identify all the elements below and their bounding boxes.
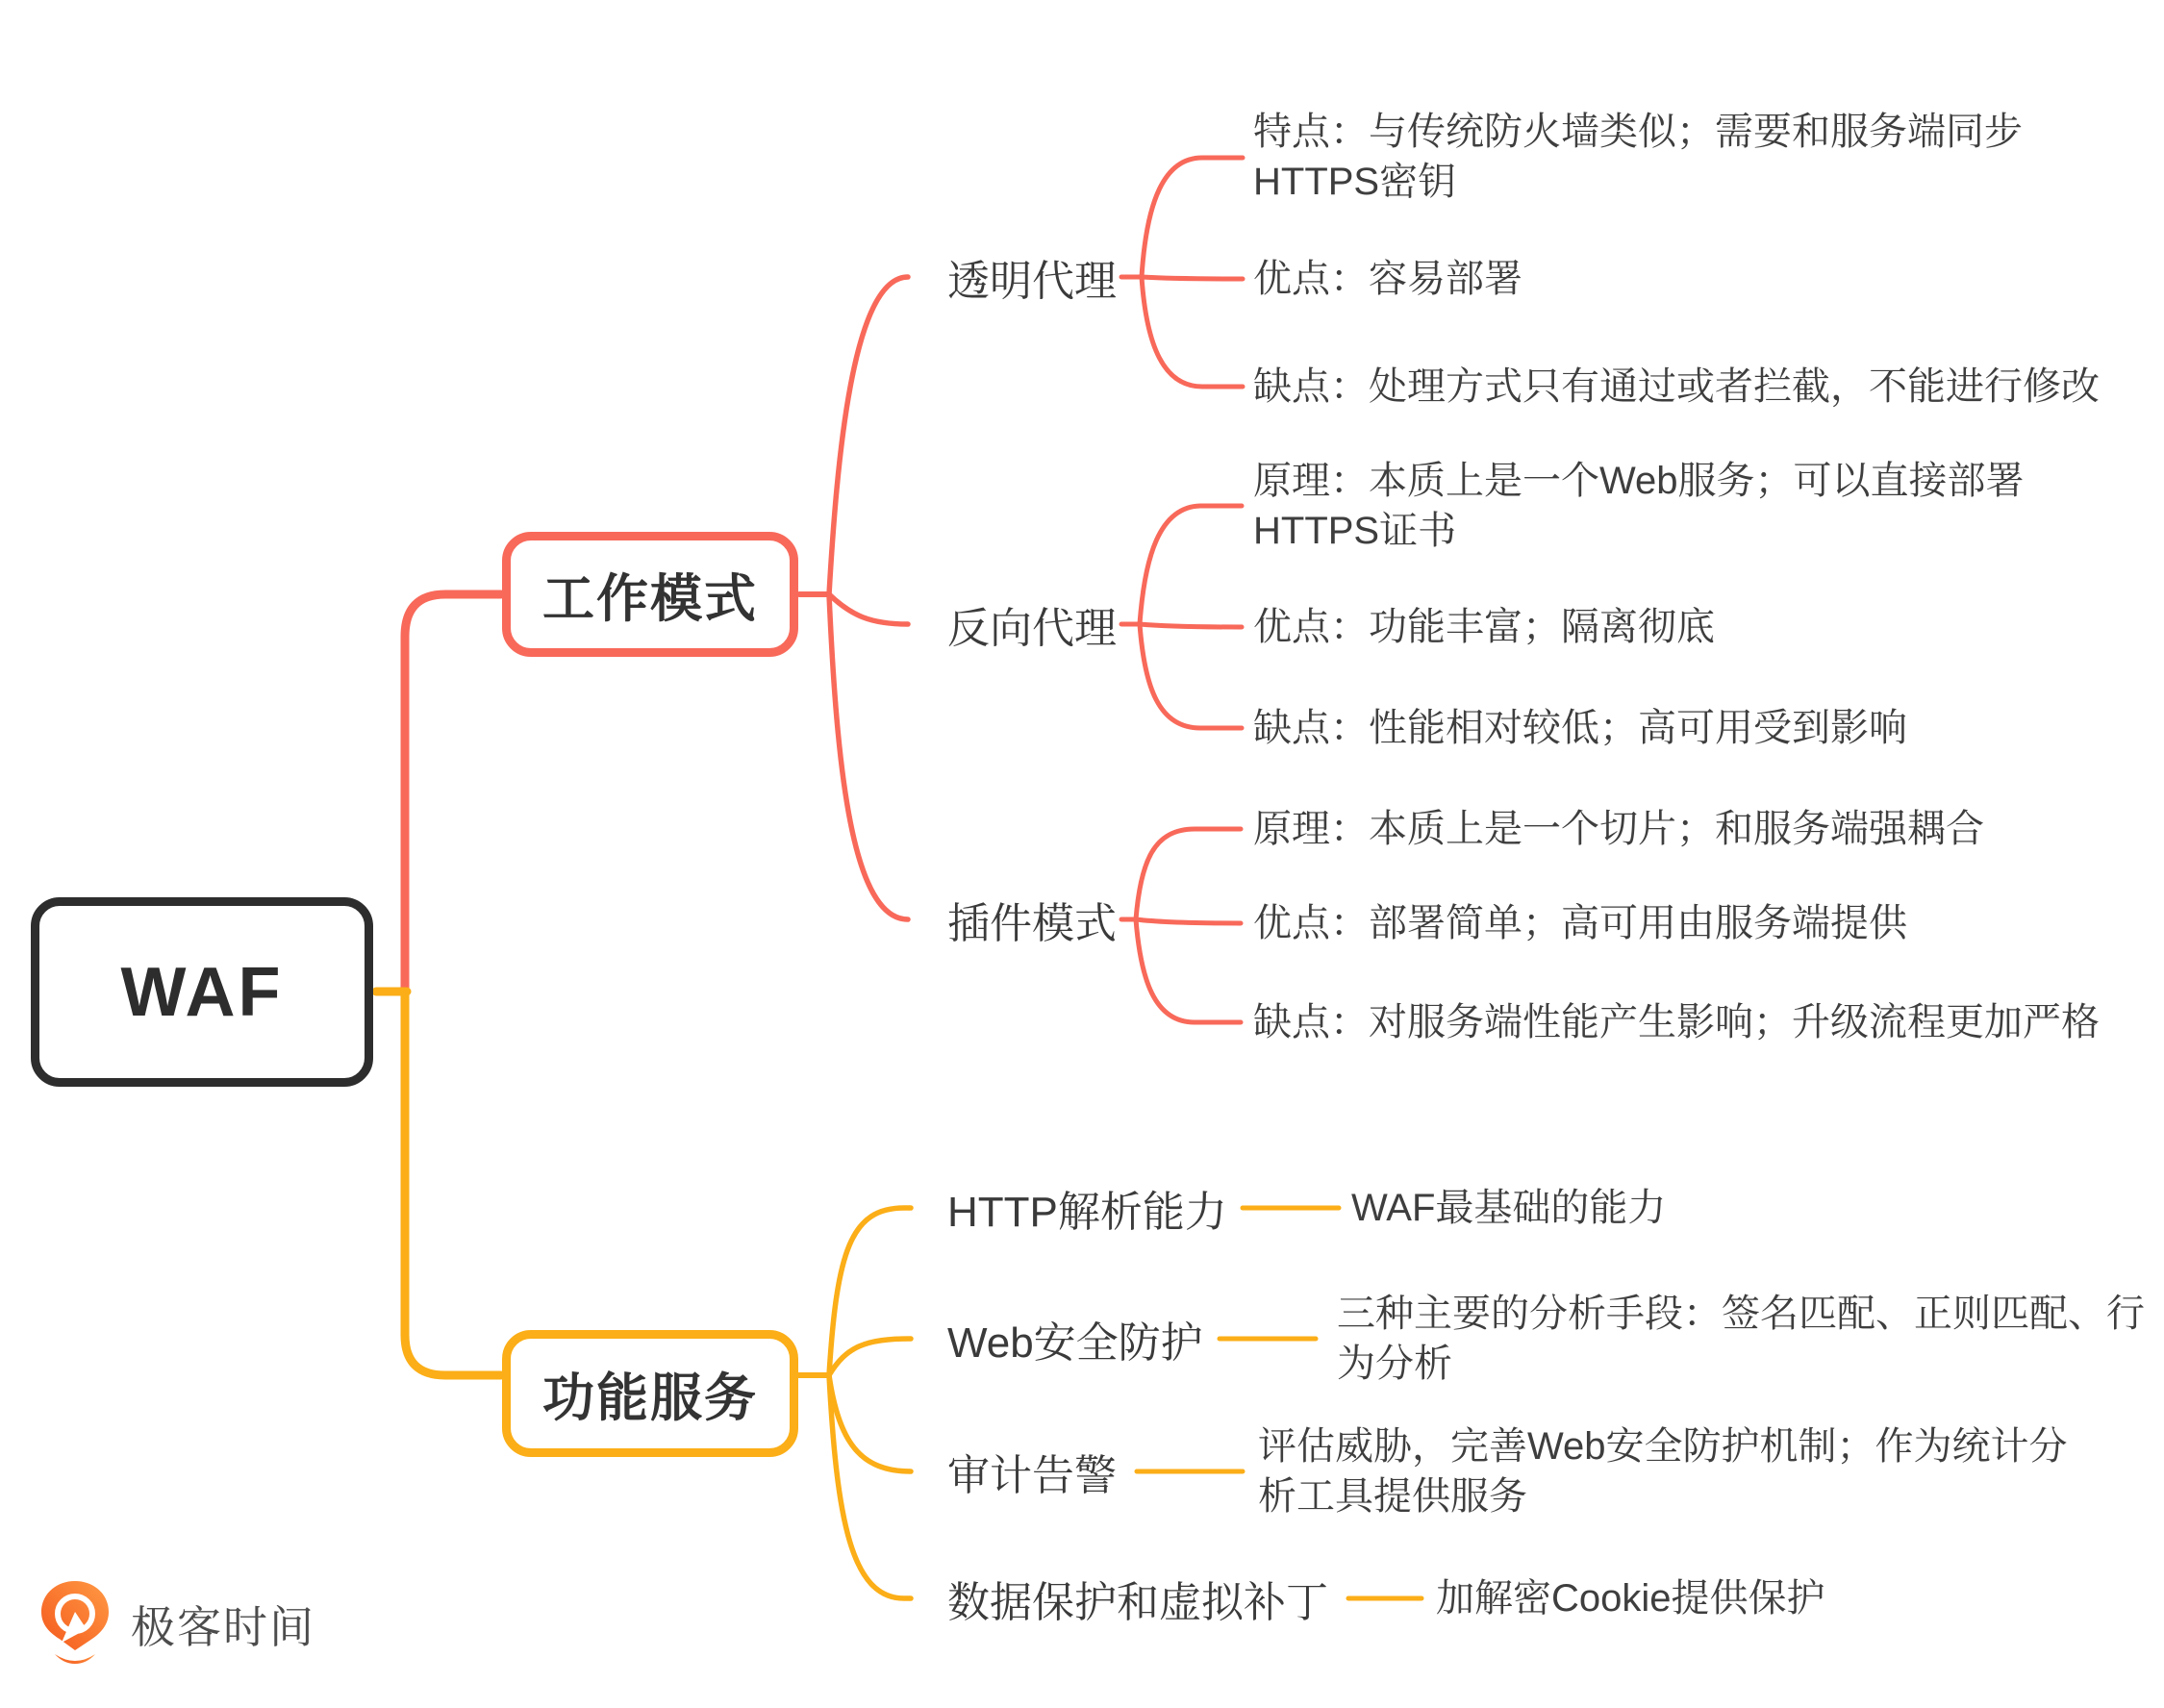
leaf-transparent-proxy-pro[interactable]: 优点：容易部署 xyxy=(1253,258,1522,300)
child-node-plugin-mode[interactable]: 插件模式 xyxy=(947,900,1117,947)
leaf-http-parsing-desc[interactable]: WAF最基础的能力 xyxy=(1351,1187,1667,1229)
leaf-reverse-proxy-pro[interactable]: 优点：功能丰富；隔离彻底 xyxy=(1253,606,1715,648)
leaf-plugin-mode-con[interactable]: 缺点：对服务端性能产生影响；升级流程更加严格 xyxy=(1253,1001,2100,1043)
geektime-logo xyxy=(37,1579,315,1670)
branch-node-function-service-label: 功能服务 xyxy=(542,1369,758,1427)
geektime-pin-icon xyxy=(37,1579,113,1670)
root-node-waf[interactable] xyxy=(31,897,373,1087)
child-node-data-protection[interactable]: 数据保护和虚拟补丁 xyxy=(947,1579,1328,1626)
child-node-web-security[interactable]: Web安全防护 xyxy=(947,1319,1203,1367)
leaf-reverse-proxy-con[interactable]: 缺点：性能相对较低；高可用受到影响 xyxy=(1253,707,1907,749)
branch-node-function-service[interactable] xyxy=(502,1330,798,1457)
root-node-label: WAF xyxy=(120,953,284,1031)
branch-node-work-mode-label: 工作模式 xyxy=(542,569,758,628)
leaf-reverse-proxy-principle[interactable]: 原理：本质上是一个Web服务；可以直接部署HTTPS证书 xyxy=(1253,460,2025,552)
leaf-audit-alert-desc[interactable]: 评估威胁，完善Web安全防护机制；作为统计分析工具提供服务 xyxy=(1258,1425,2068,1518)
leaf-plugin-mode-principle[interactable]: 原理：本质上是一个切片；和服务端强耦合 xyxy=(1253,808,1984,850)
child-node-reverse-proxy[interactable]: 反向代理 xyxy=(947,605,1117,652)
child-node-http-parsing[interactable]: HTTP解析能力 xyxy=(947,1189,1227,1236)
leaf-data-protection-desc[interactable]: 加解密Cookie提供保护 xyxy=(1436,1577,1825,1620)
branch-node-work-mode[interactable] xyxy=(502,532,798,657)
geektime-logo-text: 极客时间 xyxy=(131,1602,315,1652)
leaf-transparent-proxy-feature[interactable]: 特点：与传统防火墙类似；需要和服务端同步HTTPS密钥 xyxy=(1253,111,2023,203)
child-node-transparent-proxy[interactable]: 透明代理 xyxy=(947,258,1117,305)
leaf-plugin-mode-pro[interactable]: 优点：部署简单；高可用由服务端提供 xyxy=(1253,902,1907,944)
child-node-audit-alert[interactable]: 审计告警 xyxy=(947,1452,1117,1499)
leaf-transparent-proxy-con[interactable]: 缺点：处理方式只有通过或者拦截，不能进行修改 xyxy=(1253,365,2100,408)
leaf-web-security-desc[interactable]: 三种主要的分析手段：签名匹配、正则匹配、行为分析 xyxy=(1337,1293,2145,1385)
